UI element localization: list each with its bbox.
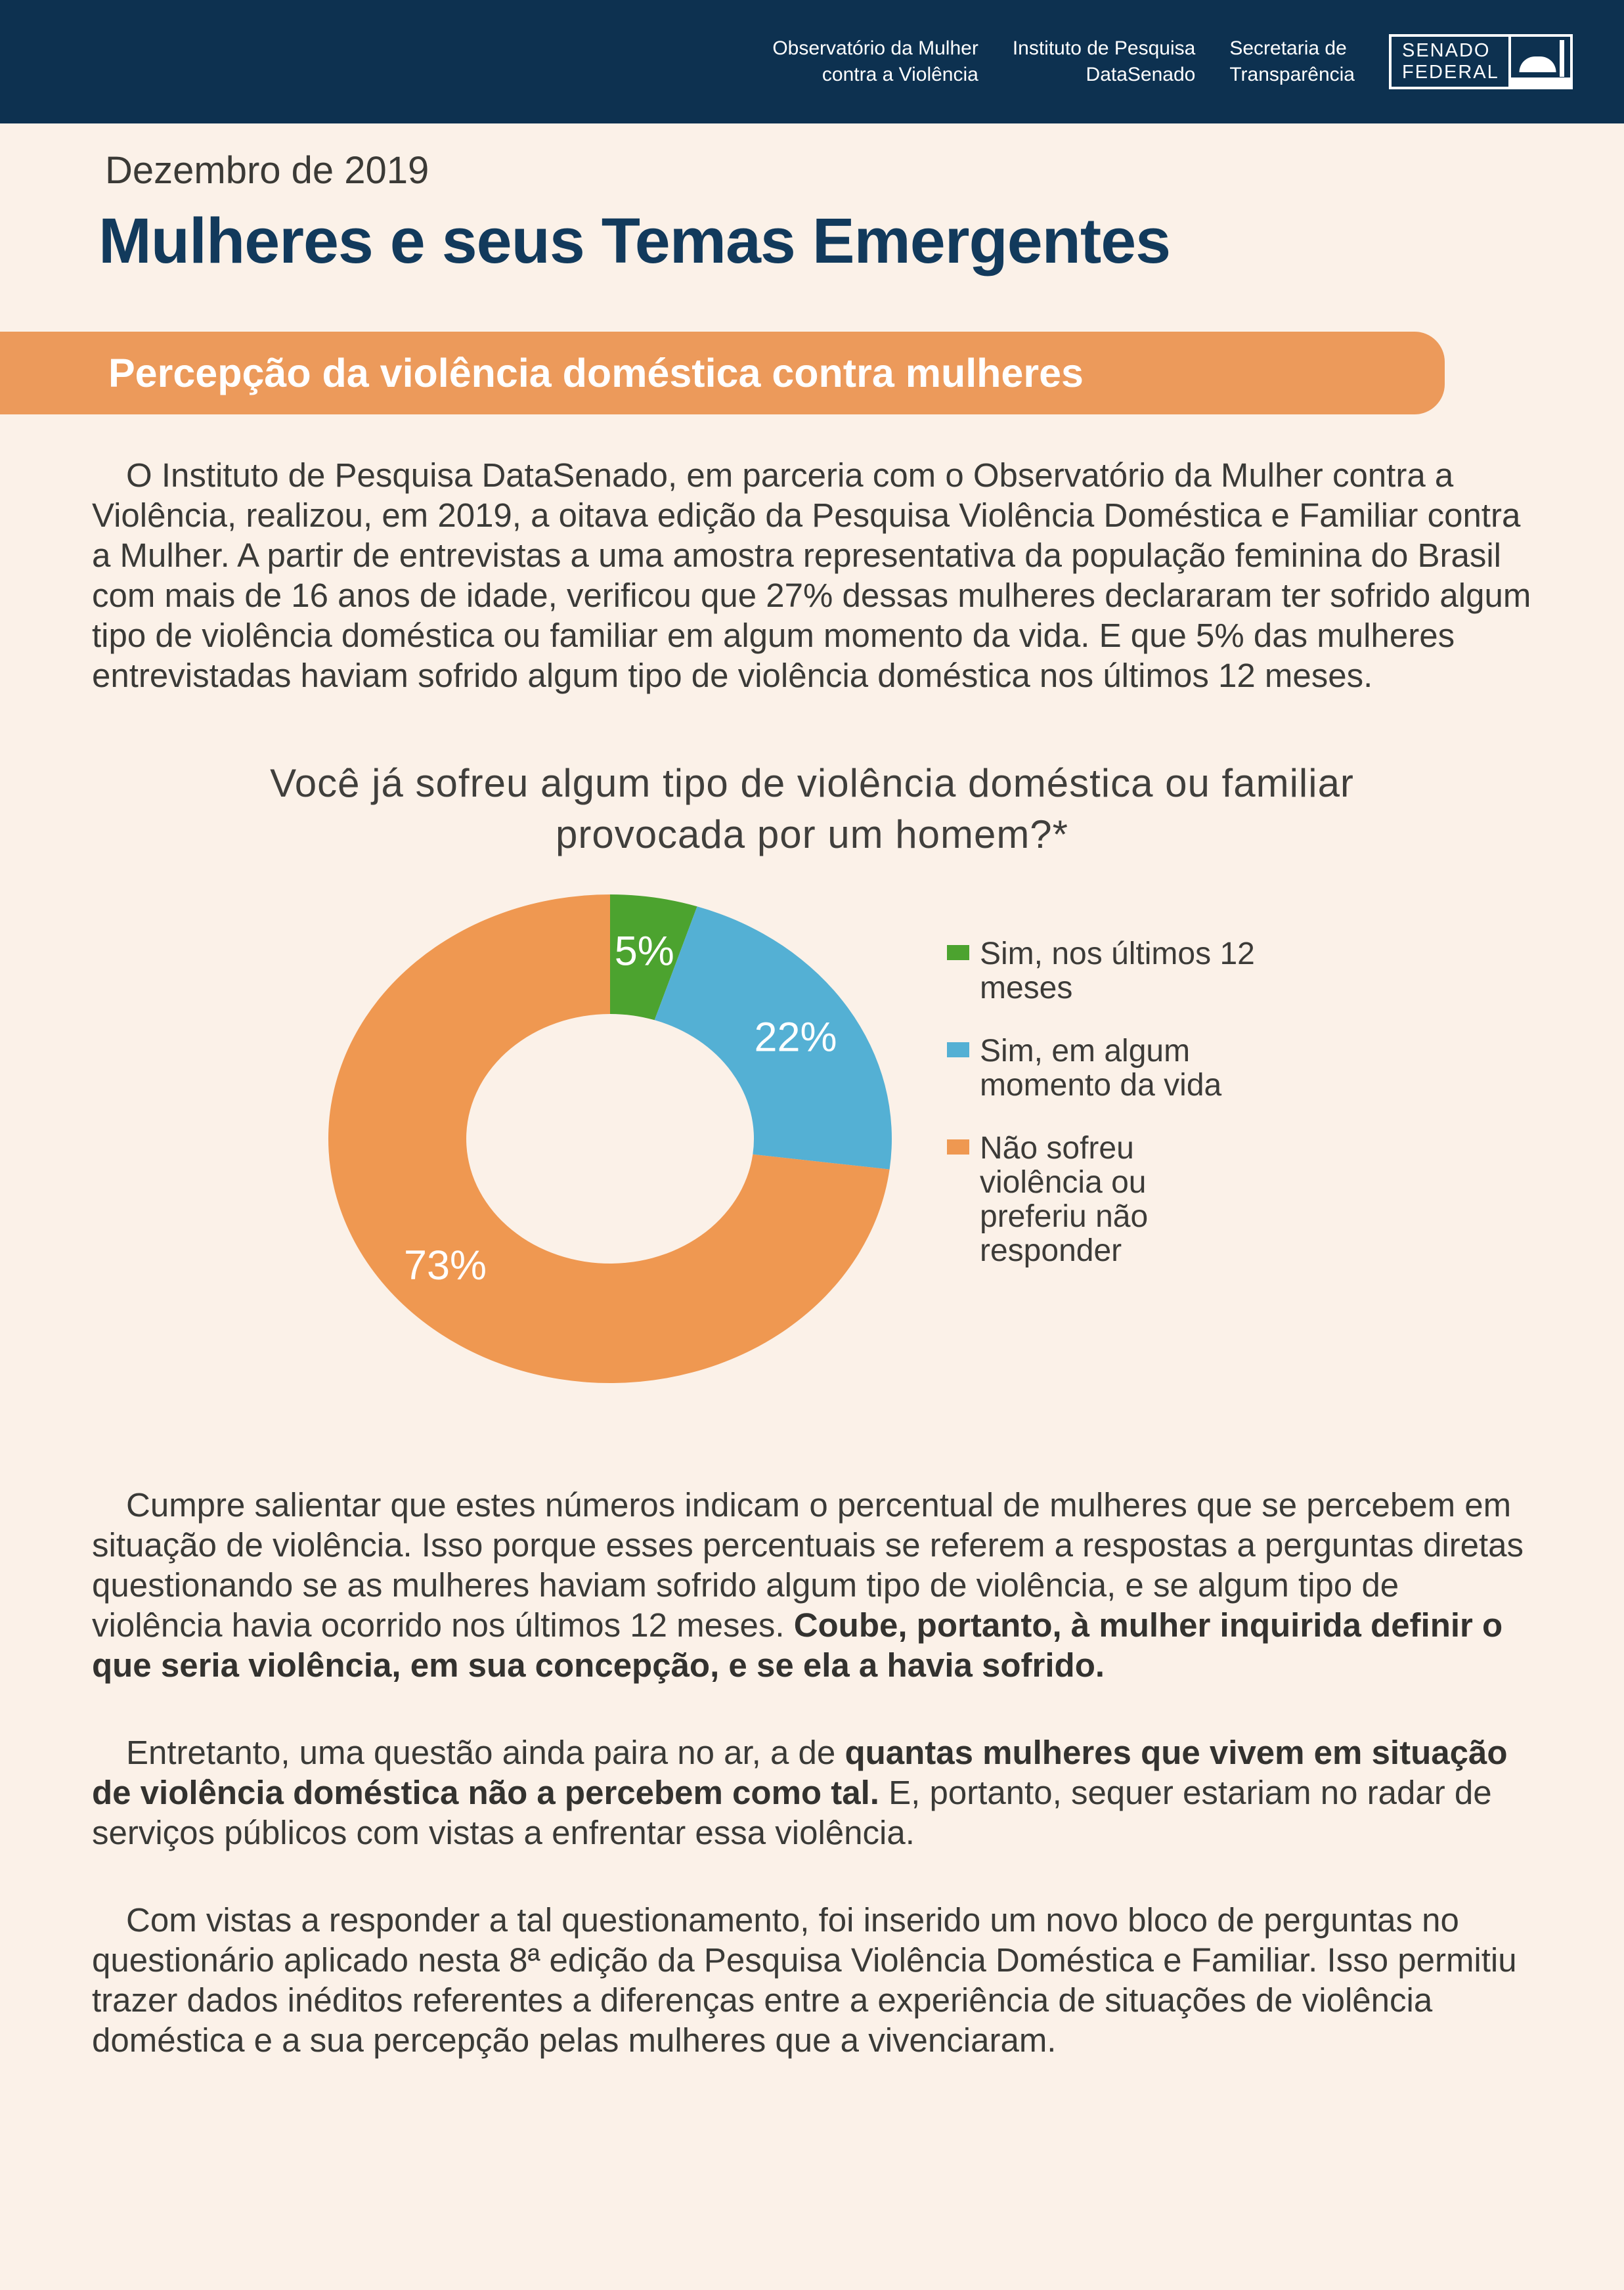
org-transparencia [1229,35,1355,88]
legend-swatch-blue [947,1042,969,1057]
header-bar [0,0,1624,123]
logo-line1: SENADO [1402,40,1491,61]
paragraph-cumpre [92,1485,1537,1685]
paragraph-entretanto [92,1732,1537,1853]
org-observatorio [772,35,978,88]
page-title: Mulheres e seus Temas Emergentes [99,205,1171,276]
paragraph-com-vistas: Com vistas a responder a tal questionamento, foi inserido um novo bloco de perguntas no questionário aplicado nesta 8ª edição da Pesquisa Violência Doméstica e Familiar. Isso permitiu trazer dados inéditos referentes a diferenças entre a experiência de situações de violência doméstica e a sua percepção pelas mulheres que a vivenciaram. [92,1901,1517,2059]
chart-title: Você já sofreu algum tipo de violência doméstica ou familiar provocada por um homem?* [270,761,1354,856]
slice-label-5%: 5% [614,928,674,975]
org-transparencia-line2: Transparência [1229,64,1355,85]
org-observatorio-line1: Observatório da Mulher [772,37,978,59]
congress-dome-icon [1508,37,1570,87]
paragraph-entretanto-bold: quantas mulheres que vivem em situação de violência doméstica não a percebem como tal. [92,1734,1508,1811]
paragraph-entretanto-pre: Entretanto, uma questão ainda paira no ar, a de [126,1734,845,1771]
chart-legend [947,937,1256,1297]
chart-section [0,758,1624,1438]
tower-shape [1560,40,1564,77]
donut-chart [308,886,912,1392]
legend-label: Sim, em algum momento da vida [980,1034,1222,1103]
slice-label-22%: 22% [754,1014,837,1061]
dome-shape [1520,56,1556,72]
legend-swatch-green [947,945,969,960]
senado-federal-logo [1389,34,1573,89]
legend-label: Não sofreu violência ou preferiu não responder [980,1131,1149,1268]
legend-label: Sim, nos últimos 12 meses [980,936,1255,1005]
slice-label-73%: 73% [403,1242,487,1288]
org-datasenado-line2: DataSenado [1086,64,1196,85]
issue-date: Dezembro de 2019 [105,149,429,192]
logo-line2: FEDERAL [1402,62,1499,83]
paragraph-intro: O Instituto de Pesquisa DataSenado, em parceria com o Observatório da Mulher contra a Violência, realizou, em 2019, a oitava edição da Pesquisa Violência Doméstica e Familiar contra a Mulher. A partir de entrevistas a uma amostra representativa da população feminina do Brasil com mais de 16 anos de idade, verificou que 27% dessas mulheres declararam ter sofrido algum tipo de violência doméstica ou familiar em algum momento da vida. E que 5% das mulheres entrevistadas haviam sofrido algum tipo de violência doméstica nos últimos 12 meses. [92,456,1531,694]
paragraph-cumpre-normal: Cumpre salientar que estes números indicam o percentual de mulheres que se percebem em situação de violência. Isso porque esses percentuais se referem a respostas a perguntas diretas questionando se as mulheres haviam sofrido algum tipo de violência, e se algum tipo de violência havia ocorrido nos últimos 12 meses. [92,1486,1524,1644]
section-banner [0,332,1445,414]
paragraph-entretanto-post: E, portanto, sequer estariam no radar de serviços públicos com vistas a enfrentar essa violência. [92,1774,1492,1851]
section-banner-label: Percepção da violência doméstica contra mulheres [108,351,1084,395]
legend-item-algum-momento [947,1034,1256,1103]
org-datasenado [1013,35,1196,88]
org-observatorio-line2: contra a Violência [822,64,978,85]
org-transparencia-line1: Secretaria de [1229,37,1347,59]
org-datasenado-line1: Instituto de Pesquisa [1012,37,1196,59]
legend-item-nao-sofreu [947,1132,1256,1268]
legend-item-ultimos-12-meses [947,937,1256,1005]
base-shape [1511,77,1570,87]
senado-federal-logo-text [1392,37,1508,87]
legend-swatch-orange [947,1139,969,1155]
paragraph-cumpre-bold: Coube, portanto, à mulher inquirida definir o que seria violência, em sua concepção, e se ela a havia sofrido. [92,1606,1503,1684]
